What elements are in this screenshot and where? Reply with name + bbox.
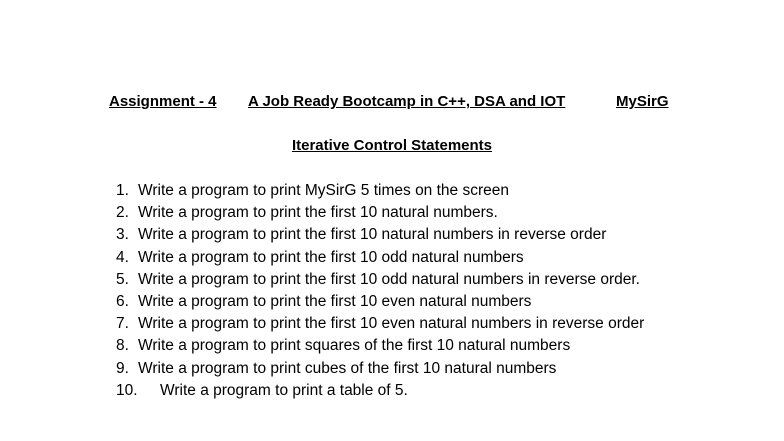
question-number: 7. <box>116 315 129 333</box>
question-list <box>116 180 644 402</box>
question-item <box>116 291 644 313</box>
question-text: Write a program to print the first 10 odd natural numbers in reverse order. <box>138 270 640 288</box>
question-text: Write a program to print cubes of the first 10 natural numbers <box>138 359 557 377</box>
course-title: A Job Ready Bootcamp in C++, DSA and IOT <box>248 93 566 110</box>
question-item <box>116 313 644 335</box>
question-number: 10. <box>116 381 138 399</box>
question-item <box>116 358 644 380</box>
question-item <box>116 180 644 202</box>
question-item <box>116 269 644 291</box>
question-item <box>116 202 644 224</box>
question-number: 4. <box>116 248 129 266</box>
question-item <box>116 335 644 357</box>
section-title-wrap <box>0 137 784 154</box>
question-text: Write a program to print a table of 5. <box>160 381 408 399</box>
question-text: Write a program to print the first 10 even natural numbers <box>138 293 532 311</box>
question-number: 2. <box>116 204 129 222</box>
question-number: 3. <box>116 226 129 244</box>
question-text: Write a program to print MySirG 5 times on the screen <box>138 182 509 199</box>
question-text: Write a program to print the first 10 odd natural numbers <box>138 248 524 266</box>
question-text: Write a program to print squares of the first 10 natural numbers <box>138 337 571 355</box>
question-number: 8. <box>116 337 129 355</box>
question-item <box>116 380 644 402</box>
question-text: Write a program to print the first 10 natural numbers in reverse order <box>138 226 607 244</box>
question-number: 6. <box>116 293 129 311</box>
question-item <box>116 224 644 246</box>
question-item <box>116 247 644 269</box>
question-number: 1. <box>116 182 129 199</box>
assignment-number: Assignment - 4 <box>109 93 217 110</box>
section-title: Iterative Control Statements <box>291 137 493 154</box>
brand-name: MySirG <box>616 93 669 110</box>
question-number: 9. <box>116 359 129 377</box>
question-number: 5. <box>116 270 129 288</box>
question-text: Write a program to print the first 10 natural numbers. <box>138 204 498 222</box>
question-text: Write a program to print the first 10 even natural numbers in reverse order <box>138 315 645 333</box>
document-header <box>0 93 784 113</box>
